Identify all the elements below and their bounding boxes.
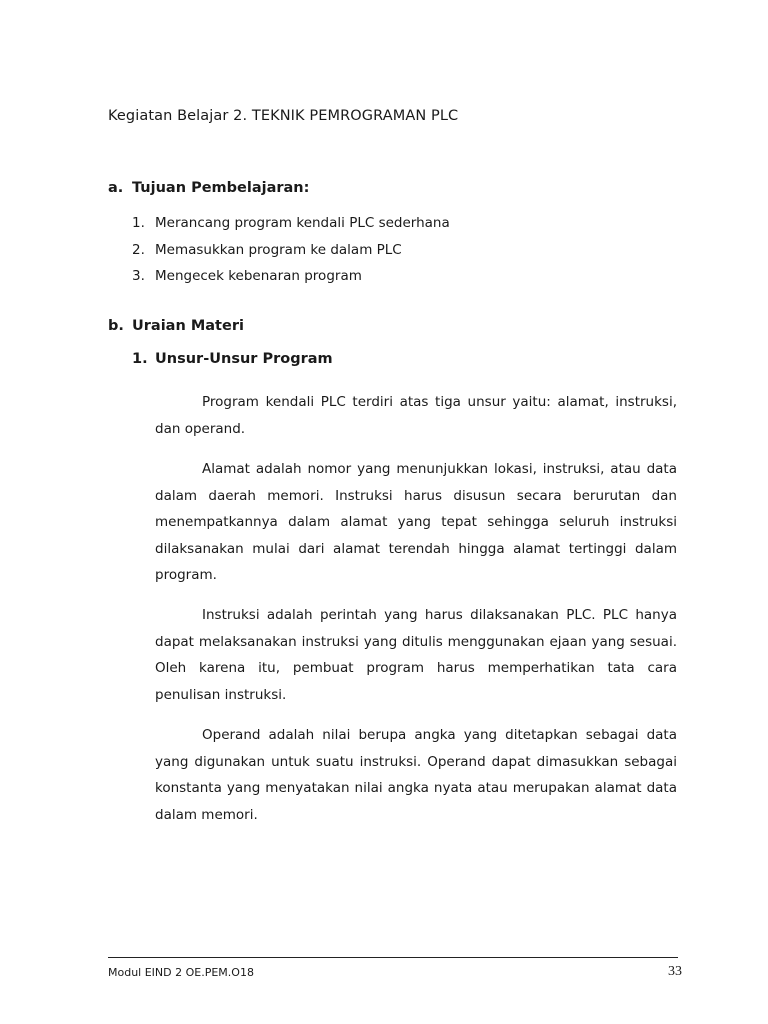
subsection-heading	[132, 351, 333, 367]
section-b-title: Uraian Materi	[132, 318, 244, 334]
footer-divider	[108, 957, 678, 958]
list-item	[132, 210, 450, 237]
list-item-number: 2.	[132, 241, 145, 258]
paragraph-alamat: Alamat adalah nomor yang menunjukkan lokasi, instruksi, atau data dalam daerah memori. Instruksi harus disusun secara berurutan dan menempatkannya dalam alamat yang tepat sehingga seluruh instruksi dilaksanakan mulai dari alamat terendah hingga alamat tertinggi dalam program.	[155, 461, 677, 583]
list-item	[132, 263, 450, 290]
paragraph-operand: Operand adalah nilai berupa angka yang ditetapkan sebagai data yang digunakan untuk suatu instruksi. Operand dapat dimasukkan sebagai konstanta yang menyatakan nilai angka nyata atau merupakan alamat data dalam memori.	[155, 727, 677, 823]
objectives-list	[132, 210, 450, 290]
page-title: Kegiatan Belajar 2. TEKNIK PEMROGRAMAN PLC	[108, 108, 459, 124]
page-number: 33	[668, 964, 682, 979]
list-item-number: 1.	[132, 215, 145, 231]
subsection-title: Unsur-Unsur Program	[155, 351, 333, 367]
paragraph-program: Program kendali PLC terdiri atas tiga unsur yaitu: alamat, instruksi, dan operand.	[155, 394, 677, 437]
section-b-heading	[108, 318, 244, 334]
list-item-text: Memasukkan program ke dalam PLC	[155, 241, 402, 258]
list-item-text: Mengecek kebenaran program	[155, 268, 362, 284]
paragraph-instruksi: Instruksi adalah perintah yang harus dilaksanakan PLC. PLC hanya dapat melaksanakan instruksi yang ditulis menggunakan ejaan yang sesuai. Oleh karena itu, pembuat program harus memperhatikan tata cara penulisan instruksi.	[155, 607, 677, 703]
subsection-number: 1.	[132, 351, 148, 367]
footer-module-code: Modul EIND 2 OE.PEM.O18	[108, 966, 254, 979]
section-b-marker: b.	[108, 318, 124, 334]
list-item-number: 3.	[132, 268, 145, 284]
list-item	[132, 237, 450, 264]
section-a-marker: a.	[108, 180, 124, 196]
list-item-text: Merancang program kendali PLC sederhana	[155, 215, 450, 231]
section-a-title: Tujuan Pembelajaran:	[132, 180, 310, 196]
section-a-heading	[108, 180, 309, 196]
